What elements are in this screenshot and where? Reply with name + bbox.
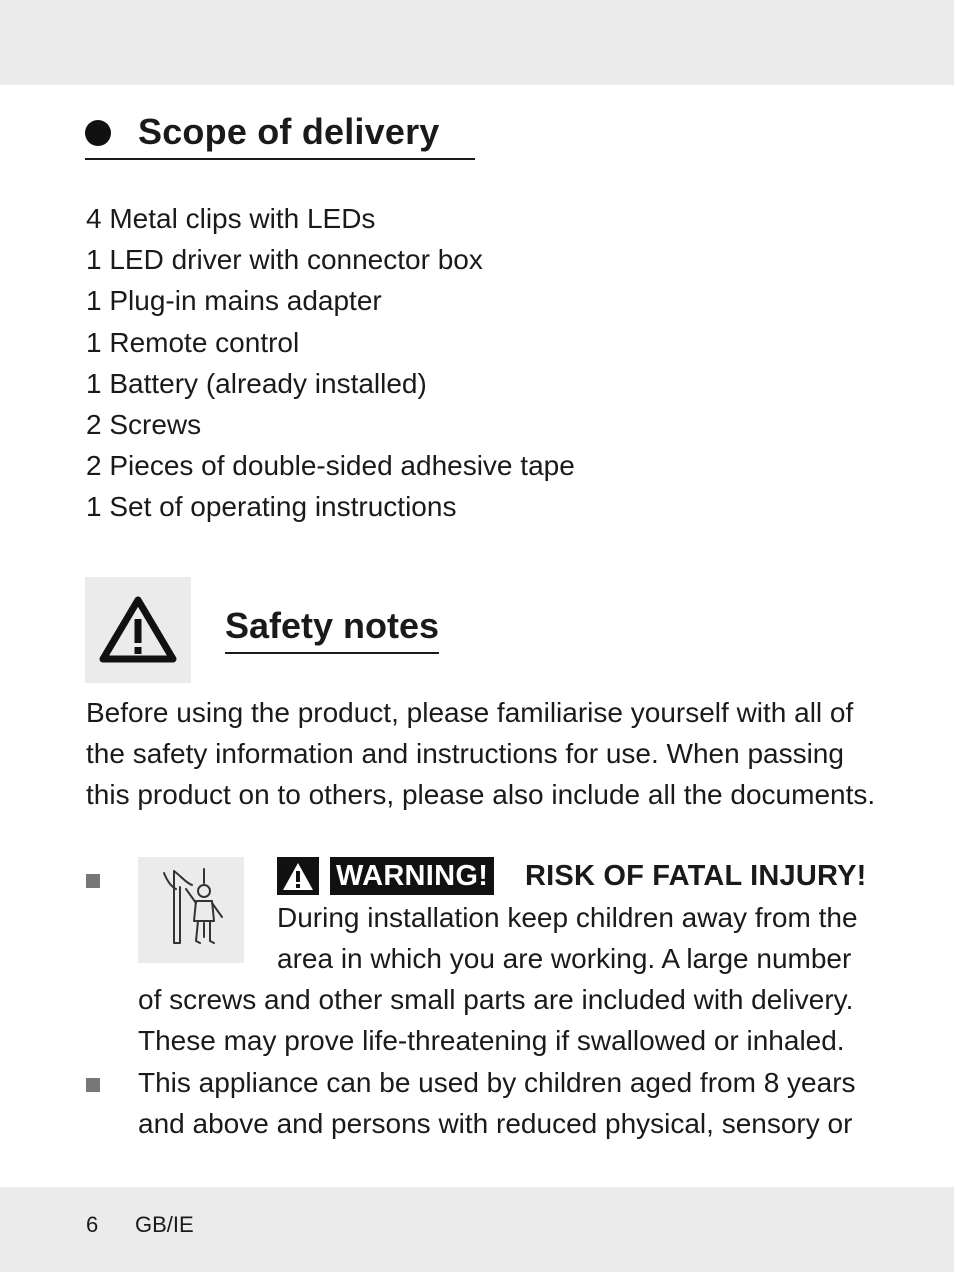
safety-warning-icon-box — [85, 577, 191, 683]
list-item: 1 Remote control — [86, 326, 300, 358]
square-bullet-icon — [86, 1078, 100, 1092]
page-number: 6 — [86, 1212, 99, 1237]
page-language: GB/IE — [135, 1212, 194, 1237]
child-safety-icon-box — [138, 857, 244, 963]
safety-intro — [86, 692, 886, 815]
safety-item-text-line: This appliance can be used by children aged from 8 years — [138, 1067, 856, 1098]
list-item: 4 Metal clips with LEDs — [86, 203, 376, 234]
safety-title: Safety notes — [225, 604, 439, 654]
square-bullet-icon — [86, 874, 100, 888]
warning-text-line: These may prove life-threatening if swallowed or inhaled. — [138, 1025, 845, 1056]
bullet-dot-icon — [85, 120, 111, 146]
delivery-list — [86, 198, 575, 528]
list-item: 1 Set of operating instructions — [86, 491, 457, 523]
list-item: 1 Battery (already installed) — [86, 367, 427, 399]
warning-risk: RISK OF FATAL INJURY! — [525, 860, 867, 892]
warning-text-line: During installation keep children away from the — [277, 902, 858, 933]
scope-heading — [85, 108, 475, 160]
list-item: 1 Plug-in mains adapter — [86, 285, 382, 317]
list-item: 1 LED driver with connector box — [86, 244, 483, 276]
header-band — [0, 0, 954, 85]
intro-line: the safety information and instructions for use. When passing — [86, 738, 844, 769]
intro-line: this product on to others, please also include all the documents. — [86, 779, 876, 810]
warning-triangle-icon — [281, 860, 315, 892]
scope-title: Scope of delivery — [138, 111, 440, 152]
list-item: 2 Screws — [86, 409, 202, 441]
intro-line: Before using the product, please familiarise yourself with all of — [86, 697, 854, 728]
warning-text-line: area in which you are working. A large number — [277, 943, 852, 974]
warning-triangle-icon — [99, 595, 177, 663]
safety-item-text-line: and above and persons with reduced physical, sensory or — [138, 1108, 853, 1139]
warning-text-line: of screws and other small parts are included with delivery. — [138, 984, 854, 1015]
warning-label: WARNING! — [330, 857, 494, 895]
child-danger-icon — [152, 867, 232, 953]
list-item: 2 Pieces of double-sided adhesive tape — [86, 450, 575, 482]
warning-badge — [277, 857, 319, 895]
